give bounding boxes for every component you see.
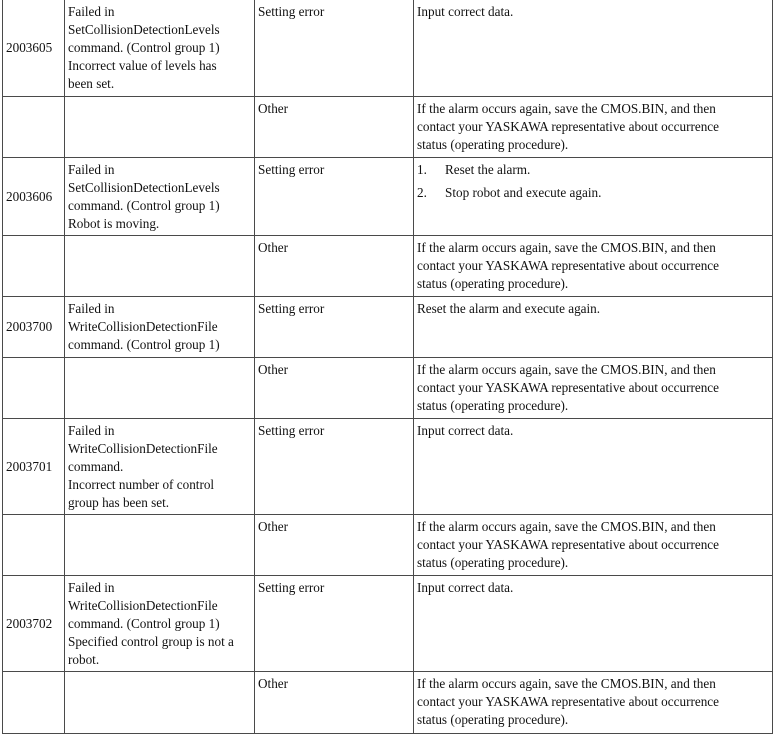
alarm-remedy: If the alarm occurs again, save the CMOS.BIN, and then contact your YASKAWA representative about occurrence status (operating procedure). xyxy=(414,672,773,734)
empty-cell xyxy=(3,97,65,158)
table-row xyxy=(3,97,773,158)
step-text: Reset the alarm. xyxy=(445,162,531,177)
table-row xyxy=(3,358,773,419)
alarm-remedy: If the alarm occurs again, save the CMOS.BIN, and then contact your YASKAWA representative about occurrence status (operating procedure). xyxy=(414,97,773,158)
step-number: 2. xyxy=(417,185,427,200)
table-row xyxy=(3,158,773,236)
step-number: 1. xyxy=(417,162,427,177)
alarm-cause: Setting error xyxy=(255,576,414,672)
remedy-steps xyxy=(417,161,769,202)
step-text: Stop robot and execute again. xyxy=(445,185,602,200)
empty-cell xyxy=(3,672,65,734)
table-row xyxy=(3,515,773,576)
alarm-remedy: If the alarm occurs again, save the CMOS.BIN, and then contact your YASKAWA representative about occurrence status (operating procedure). xyxy=(414,358,773,419)
empty-cell xyxy=(65,236,255,297)
empty-cell xyxy=(65,97,255,158)
alarm-description: Failed in SetCollisionDetectionLevels command. (Control group 1) Robot is moving. xyxy=(65,158,255,236)
empty-cell xyxy=(65,672,255,734)
step-item xyxy=(417,161,769,179)
alarm-cause: Other xyxy=(255,672,414,734)
table-row xyxy=(3,419,773,515)
alarm-remedy: Reset the alarm and execute again. xyxy=(414,297,773,358)
alarm-code: 2003700 xyxy=(3,297,65,358)
alarm-code: 2003605 xyxy=(3,0,65,97)
alarm-cause: Other xyxy=(255,515,414,576)
empty-cell xyxy=(3,515,65,576)
table-row xyxy=(3,672,773,734)
table-row xyxy=(3,236,773,297)
alarm-cause: Other xyxy=(255,97,414,158)
alarm-code: 2003702 xyxy=(3,576,65,672)
alarm-cause: Setting error xyxy=(255,419,414,515)
empty-cell xyxy=(3,358,65,419)
empty-cell xyxy=(65,515,255,576)
alarm-cause: Setting error xyxy=(255,0,414,97)
alarm-cause: Other xyxy=(255,358,414,419)
alarm-code: 2003606 xyxy=(3,158,65,236)
alarm-description: Failed in WriteCollisionDetectionFile command. Incorrect number of control group has been set. xyxy=(65,419,255,515)
alarm-description: Failed in SetCollisionDetectionLevels command. (Control group 1) Incorrect value of levels has been set. xyxy=(65,0,255,97)
alarm-remedy: If the alarm occurs again, save the CMOS.BIN, and then contact your YASKAWA representative about occurrence status (operating procedure). xyxy=(414,515,773,576)
empty-cell xyxy=(65,358,255,419)
alarm-cause: Setting error xyxy=(255,297,414,358)
alarm-description: Failed in WriteCollisionDetectionFile command. (Control group 1) Specified control group is not a robot. xyxy=(65,576,255,672)
alarm-remedy: Input correct data. xyxy=(414,0,773,97)
table-row xyxy=(3,0,773,97)
table-row xyxy=(3,576,773,672)
empty-cell xyxy=(3,236,65,297)
alarm-table xyxy=(2,0,773,734)
alarm-cause: Other xyxy=(255,236,414,297)
alarm-code: 2003701 xyxy=(3,419,65,515)
alarm-cause: Setting error xyxy=(255,158,414,236)
alarm-remedy: Input correct data. xyxy=(414,419,773,515)
step-item xyxy=(417,184,769,202)
table-row xyxy=(3,297,773,358)
alarm-remedy: If the alarm occurs again, save the CMOS.BIN, and then contact your YASKAWA representative about occurrence status (operating procedure). xyxy=(414,236,773,297)
alarm-remedy xyxy=(414,158,773,236)
alarm-description: Failed in WriteCollisionDetectionFile command. (Control group 1) xyxy=(65,297,255,358)
alarm-remedy: Input correct data. xyxy=(414,576,773,672)
